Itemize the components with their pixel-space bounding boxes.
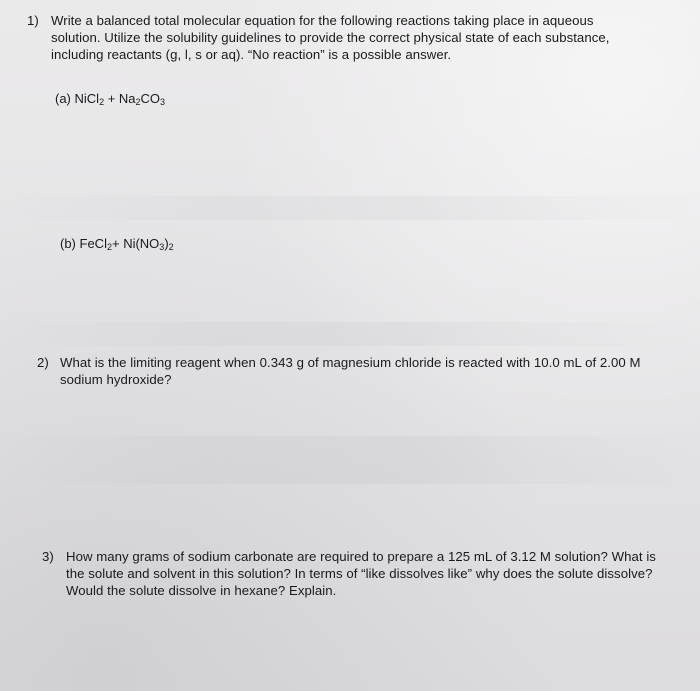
subscript: 3 bbox=[160, 97, 166, 107]
question-number: 3) bbox=[42, 549, 54, 564]
bleed-through-shadow bbox=[0, 322, 700, 346]
question-line: What is the limiting reagent when 0.343 g of magnesium chloride is reacted with 10.0 mL of 2.00 M bbox=[60, 355, 641, 370]
bleed-through-shadow bbox=[0, 436, 700, 460]
bleed-through-shadow bbox=[0, 196, 700, 220]
question-line: Would the solute dissolve in hexane? Explain. bbox=[66, 583, 337, 598]
formula-text: FeCl bbox=[79, 236, 107, 251]
question-line: sodium hydroxide? bbox=[60, 372, 172, 387]
subscript: 2 bbox=[168, 242, 174, 252]
formula-text: + Ni(NO bbox=[111, 236, 160, 251]
question-line: including reactants (g, l, s or aq). “No reaction” is a possible answer. bbox=[51, 47, 452, 62]
question-text bbox=[60, 354, 641, 388]
part-label: (b) bbox=[60, 236, 76, 251]
question-text bbox=[66, 548, 656, 599]
question-number: 1) bbox=[27, 13, 39, 28]
formula-text: CO bbox=[140, 91, 161, 106]
formula-text: ) bbox=[164, 236, 169, 251]
question-line: solution. Utilize the solubility guidelines to provide the correct physical state of each substance, bbox=[51, 30, 610, 45]
subscript: 2 bbox=[99, 97, 105, 107]
part-label: (a) bbox=[55, 91, 71, 106]
formula-text: NiCl bbox=[74, 91, 100, 106]
subscript: 2 bbox=[106, 242, 112, 252]
part-a-reaction bbox=[55, 90, 165, 107]
question-number: 2) bbox=[37, 355, 49, 370]
formula-text: + Na bbox=[104, 91, 136, 106]
question-line: the solute and solvent in this solution? In terms of “like dissolves like” why does the solute dissolve? bbox=[66, 566, 653, 581]
subscript: 2 bbox=[135, 97, 141, 107]
question-line: Write a balanced total molecular equation for the following reactions taking place in aqueous bbox=[51, 13, 594, 28]
part-b-reaction bbox=[60, 235, 174, 252]
subscript: 3 bbox=[159, 242, 165, 252]
question-text bbox=[51, 12, 609, 63]
bleed-through-shadow bbox=[0, 460, 700, 484]
question-line: How many grams of sodium carbonate are required to prepare a 125 mL of 3.12 M solution? What is bbox=[66, 549, 656, 564]
